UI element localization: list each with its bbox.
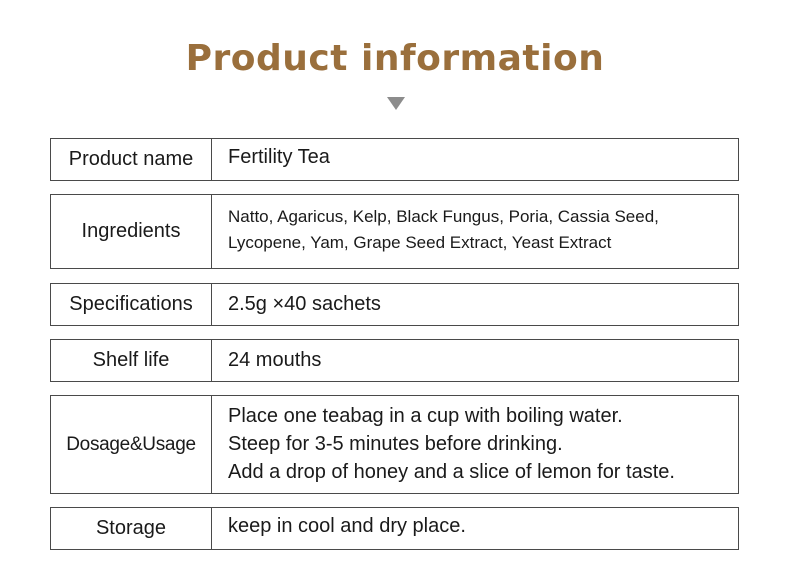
row-value: [212, 195, 738, 268]
row-label: Shelf life: [51, 340, 212, 381]
dosage-line: Place one teabag in a cup with boiling water.: [228, 405, 623, 427]
row-label: Product name: [51, 139, 212, 180]
row-value: keep in cool and dry place.: [228, 515, 466, 537]
row-label: Dosage&Usage: [51, 396, 212, 493]
dosage-line: Add a drop of honey and a slice of lemon for taste.: [228, 461, 675, 483]
info-row-storage: [50, 507, 739, 550]
info-row-ingredients: [50, 194, 739, 269]
ingredients-line: Lycopene, Yam, Grape Seed Extract, Yeast Extract: [228, 233, 612, 252]
info-row-product-name: [50, 138, 739, 181]
info-row-shelf-life: [50, 339, 739, 382]
info-row-specifications: [50, 283, 739, 326]
ingredients-line: Natto, Agaricus, Kelp, Black Fungus, Poria, Cassia Seed,: [228, 207, 659, 226]
dosage-line: Steep for 3-5 minutes before drinking.: [228, 433, 563, 455]
row-value: 2.5g ×40 sachets: [228, 293, 381, 315]
row-label: Ingredients: [51, 195, 212, 268]
page-title: Product information: [185, 38, 605, 79]
down-triangle-icon: [387, 97, 405, 110]
info-row-dosage-usage: [50, 395, 739, 494]
row-value: [212, 396, 738, 493]
row-label: Specifications: [51, 284, 212, 325]
row-value: Fertility Tea: [228, 146, 330, 168]
row-value: 24 mouths: [228, 349, 322, 371]
row-label: Storage: [51, 508, 212, 549]
